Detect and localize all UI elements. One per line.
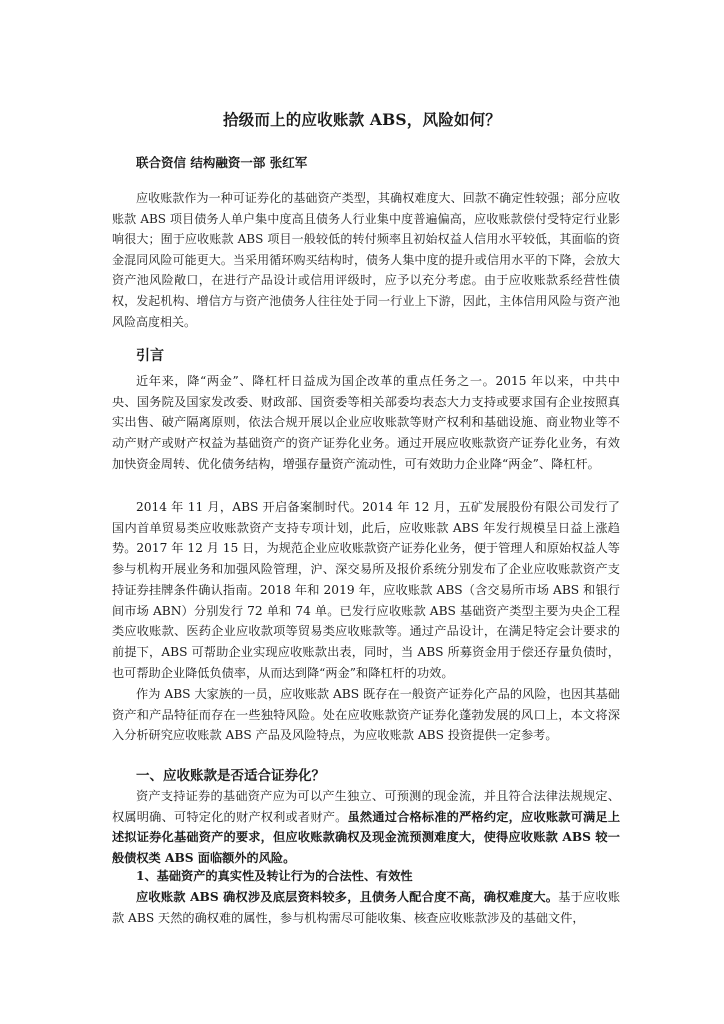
section-paragraph [112, 786, 620, 869]
paragraph-emphasis: 应收账款 ABS 确权涉及底层资料较多，且债务人配合度不高，确权难度大。 [136, 890, 559, 904]
subsection-paragraph [112, 887, 620, 928]
subsection-heading: 1、基础资产的真实性及转让行为的合法性、有效性 [136, 869, 413, 883]
paragraph-text: 基于应收账款 ABS 天然的确权难的属性，参与机构需尽可能收集、核查应收账款涉及的基础文件， [112, 890, 621, 925]
intro-heading: 引言 [136, 348, 164, 364]
abstract-paragraph: 应收账款作为一种可证券化的基础资产类型，其确权难度大、回款不确定性较强；部分应收账款 ABS 项目债务人单户集中度高且债务人行业集中度普遍偏高，应收账款偿付受特定行业影响很大；囿于应收账款 ABS 项目一般较低的转付频率且初始权益人信用水平较低，其面临的资金混同风险可能更大。当采用循环购买结构时，债务人集中度的提升或信用水平的下降，会放大资产池风险敞口，在进行产品设计或信用评级时，应予以充分考虑。由于应收账款系经营性债权，发起机构、增信方与资产池债务人往往处于同一行业上下游，因此，主体信用风险与资产池风险高度相关。 [112, 191, 620, 329]
author-line: 联合资信 结构融资一部 张红军 [136, 155, 308, 170]
section-heading: 一、应收账款是否适合证券化？ [136, 768, 325, 784]
paragraph-text: 资产支持证券的基础资产应为可以产生独立、可预测的现金流，并且符合法律法规规定、权属明确、可特定化的财产权利或者财产。 [112, 789, 620, 824]
intro-paragraph: 近年来，降“两金”、降杠杆日益成为国企改革的重点任务之一。2015 年以来，中共中央、国务院及国家发改委、财政部、国资委等相关部委均表态大力支持或要求国有企业按照真实出售、破产隔离原则，依法合规开展以企业应收账款等财产权利和基础设施、商业物业等不动产财产或财产权益为基础资产的资产证券化业务。通过开展应收账款资产证券化业务，有效加快资金周转、优化债务结构，增强存量资产流动性，可有效助力企业降“两金”、降杠杆。 [112, 374, 620, 471]
intro-paragraph: 作为 ABS 大家族的一员，应收账款 ABS 既存在一般资产证券化产品的风险，也因其基础资产和产品特征而存在一些独特风险。处在应收账款资产证券化蓬勃发展的风口上，本文将深入分析研究应收账款 ABS 产品及风险特点，为应收账款 ABS 投资提供一定参考。 [112, 687, 620, 743]
paragraph-emphasis: 虽然通过合格标准的严格约定，应收账款可满足上述拟证券化基础资产的要求，但应收账款确权及现金流预测难度大，使得应收账款 ABS 较一般债权类 ABS 面临额外的风险。 [112, 809, 621, 866]
intro-paragraph: 2014 年 11 月，ABS 开启备案制时代。2014 年 12 月，五矿发展股份有限公司发行了国内首单贸易类应收账款资产支持专项计划，此后，应收账款 ABS 年发行规模呈日益上涨趋势。2017 年 12 月 15 日，为规范企业应收账款资产证券化业务，便于管理人和原始权益人等参与机构开展业务和加强风险管理，沪、深交易所及报价系统分别发布了企业应收账款资产支持证券挂牌条件确认指南。2018 年和 2019 年，应收账款 ABS（含交易所市场 ABS 和银行间市场 ABN）分别发行 72 单和 74 单。已发行应收账款 ABS 基础资产类型主要为央企工程类应收账款、医药企业应收款项等贸易类应收账款等。通过产品设计，在满足特定会计要求的前提下，ABS 可帮助企业实现应收账款出表，同时，当 ABS 所募资金用于偿还存量负债时，也可帮助企业降低负债率，从而达到降“两金”和降杠杆的功效。 [112, 500, 620, 680]
document-title: 拾级而上的应收账款 ABS，风险如何？ [222, 110, 502, 129]
